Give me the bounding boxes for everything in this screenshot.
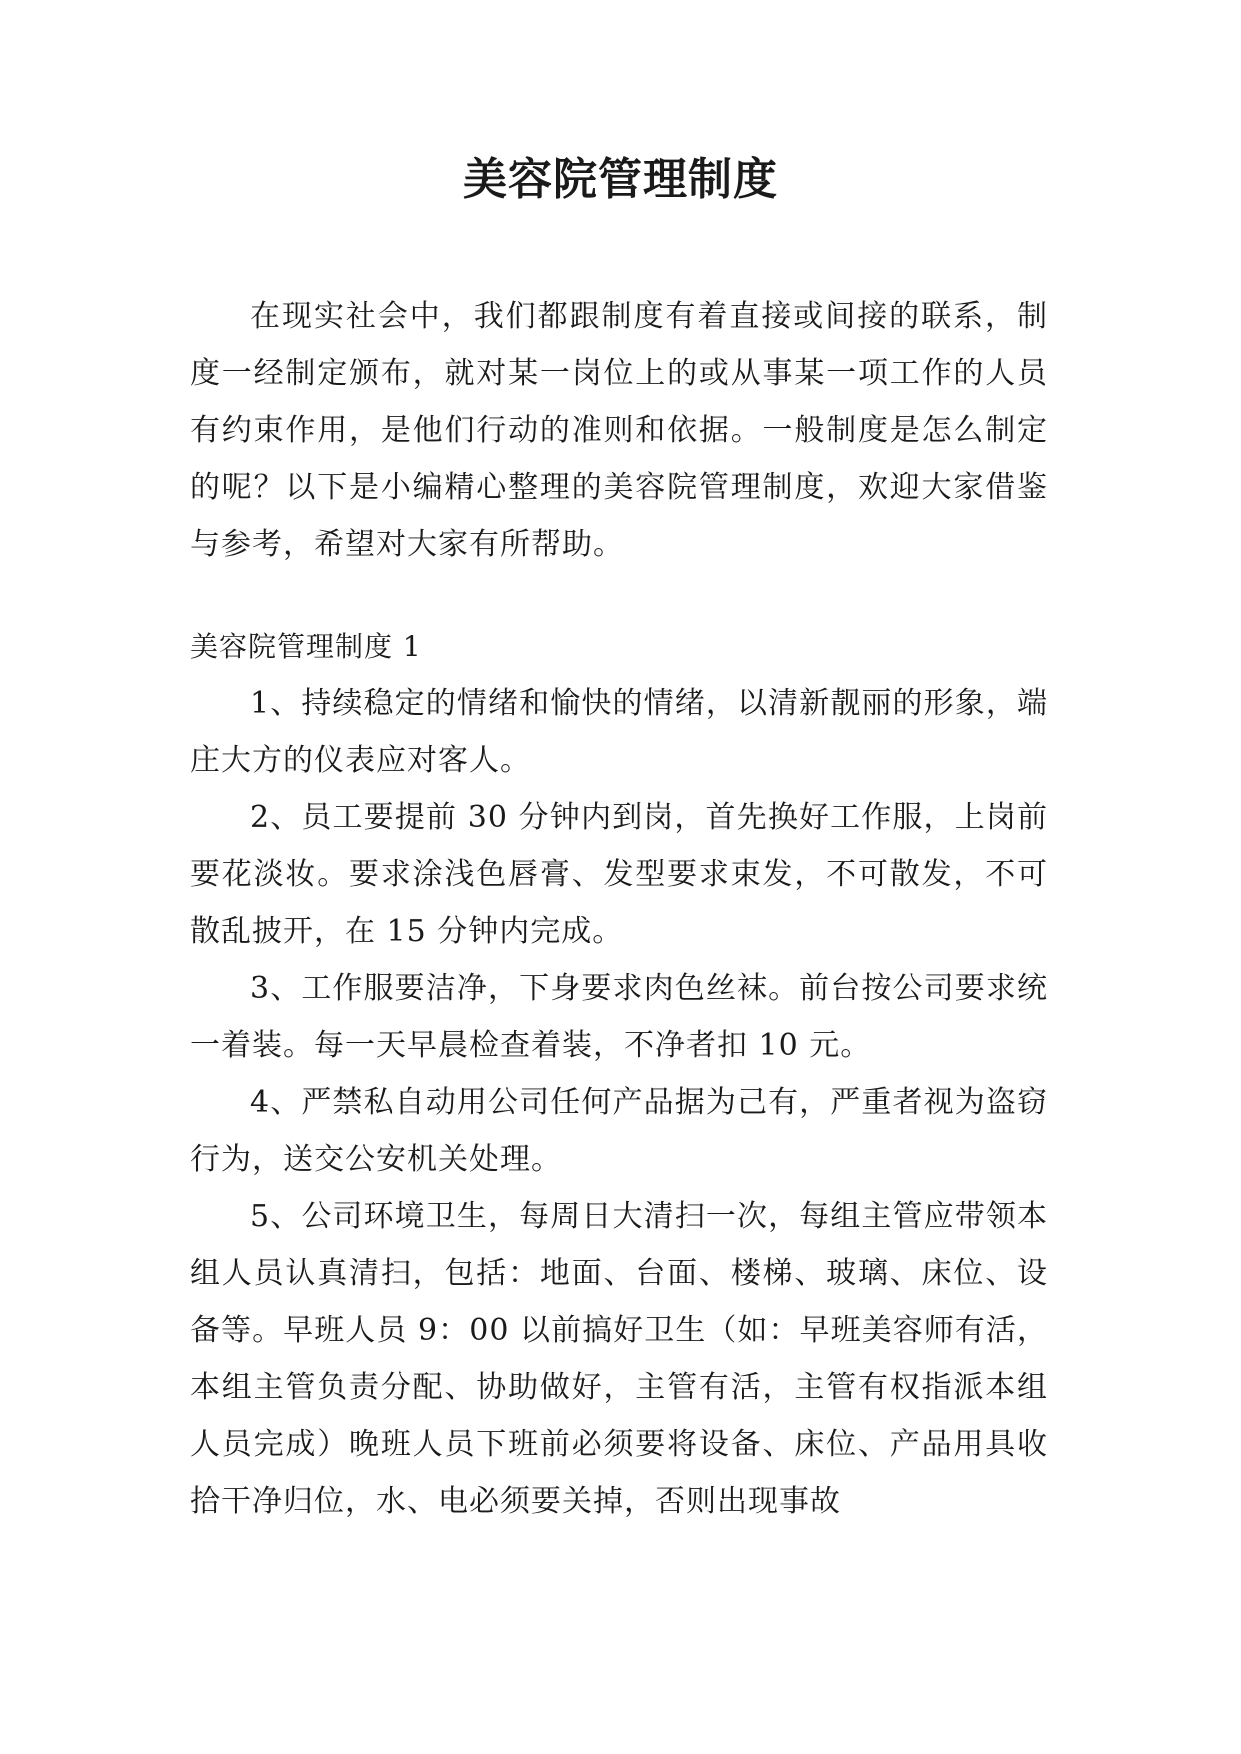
rule-item-2: 2、员工要提前 30 分钟内到岗，首先换好工作服，上岗前要花淡妆。要求涂浅色唇膏、发型要求束发，不可散发，不可散乱披开，在 15 分钟内完成。: [190, 800, 1048, 949]
intro-paragraph: 在现实社会中，我们都跟制度有着直接或间接的联系，制度一经制定颁布，就对某一岗位上的或从事某一项工作的人员有约束作用，是他们行动的准则和依据。一般制度是怎么制定的呢？以下是小编精心整理的美容院管理制度，欢迎大家借鉴与参考，希望对大家有所帮助。: [190, 299, 1048, 562]
section-heading: 美容院管理制度 1: [190, 630, 422, 663]
rule-item-5: 5、公司环境卫生，每周日大清扫一次，每组主管应带领本组人员认真清扫，包括：地面、台面、楼梯、玻璃、床位、设备等。早班人员 9：00 以前搞好卫生（如：早班美容师有活，本组主管负责分配、协助做好，主管有活，主管有权指派本组人员完成）晚班人员下班前必须要将设备、床位、产品用具收拾干净归位，水、电必须要关掉，否则出现事故: [190, 1199, 1048, 1519]
rule-item-1: 1、持续稳定的情绪和愉快的情绪，以清新靓丽的形象，端庄大方的仪表应对客人。: [190, 686, 1048, 778]
rule-item-3: 3、工作服要洁净，下身要求肉色丝袜。前台按公司要求统一着装。每一天早晨检查着装，不净者扣 10 元。: [190, 971, 1048, 1063]
document-title: 美容院管理制度: [463, 154, 778, 205]
rule-item-4: 4、严禁私自动用公司任何产品据为己有，严重者视为盗窃行为，送交公安机关处理。: [190, 1085, 1048, 1177]
document-body: [190, 288, 1048, 1530]
